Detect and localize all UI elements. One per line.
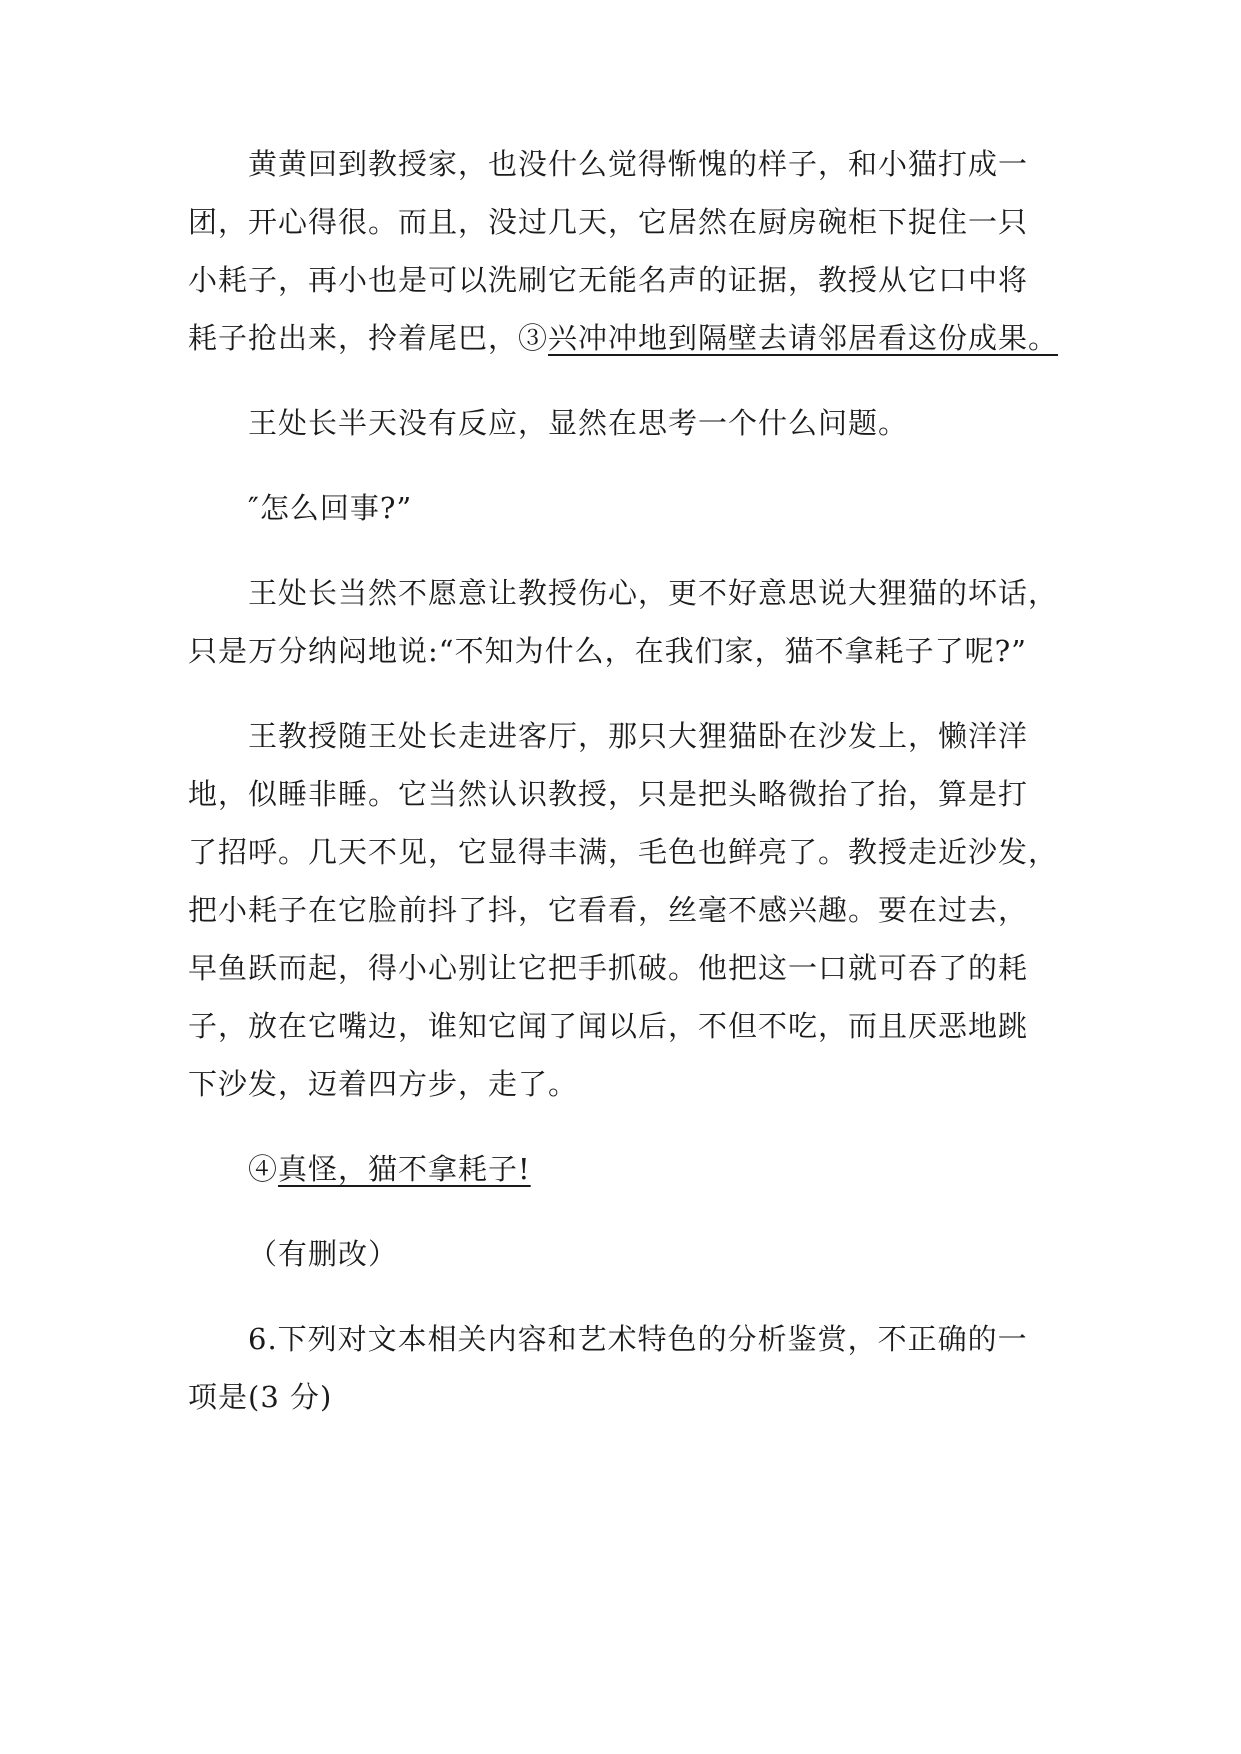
question-6-line-2: 项是(3 分) xyxy=(188,1380,333,1414)
circled-marker-4: ④ xyxy=(248,1152,279,1186)
source-note: （有删改） xyxy=(248,1237,399,1271)
paragraph-5-line-1: 王教授随王处长走进客厅，那只大狸猫卧在沙发上，懒洋洋 xyxy=(248,719,1029,753)
paragraph-1-line-4 xyxy=(188,318,1058,358)
paragraph-4-line-2: 只是万分纳闷地说:“不知为什么，在我们家，猫不拿耗子了呢?” xyxy=(188,634,1027,668)
question-6-line-1: 6.下列对文本相关内容和艺术特色的分析鉴赏，不正确的一 xyxy=(248,1322,1028,1356)
paragraph-1-line-1: 黄黄回到教授家，也没什么觉得惭愧的样子，和小猫打成一 xyxy=(248,147,1029,181)
paragraph-1-line-3: 小耗子，再小也是可以洗刷它无能名声的证据，教授从它口中将 xyxy=(188,263,1029,297)
underlined-sentence-4: 真怪，猫不拿耗子! xyxy=(278,1152,531,1186)
paragraph-5-line-6: 子，放在它嘴边，谁知它闻了闻以后，不但不吃，而且厌恶地跳 xyxy=(188,1009,1029,1043)
paragraph-2-line-1: 王处长半天没有反应，显然在思考一个什么问题。 xyxy=(248,406,909,440)
paragraph-5-line-7: 下沙发，迈着四方步，走了。 xyxy=(188,1067,579,1101)
paragraph-5-line-4: 把小耗子在它脸前抖了抖，它看看，丝毫不感兴趣。要在过去， xyxy=(188,893,1029,927)
paragraph-1-line-4-text: 耗子抢出来，拎着尾巴，③ xyxy=(188,321,549,355)
paragraph-4-line-1: 王处长当然不愿意让教授伤心，更不好意思说大狸猫的坏话， xyxy=(248,576,1059,610)
paragraph-1-line-2: 团，开心得很。而且，没过几天，它居然在厨房碗柜下捉住一只 xyxy=(188,205,1029,239)
paragraph-3-line-1: ″怎么回事?” xyxy=(248,491,413,525)
paragraph-5-line-2: 地，似睡非睡。它当然认识教授，只是把头略微抬了抬，算是打 xyxy=(188,777,1029,811)
underlined-sentence-3: 兴冲冲地到隔壁去请邻居看这份成果。 xyxy=(548,321,1059,355)
paragraph-6-line-1 xyxy=(248,1149,531,1189)
paragraph-5-line-3: 了招呼。几天不见，它显得丰满，毛色也鲜亮了。教授走近沙发， xyxy=(188,835,1059,869)
paragraph-5-line-5: 早鱼跃而起，得小心别让它把手抓破。他把这一口就可吞了的耗 xyxy=(188,951,1029,985)
